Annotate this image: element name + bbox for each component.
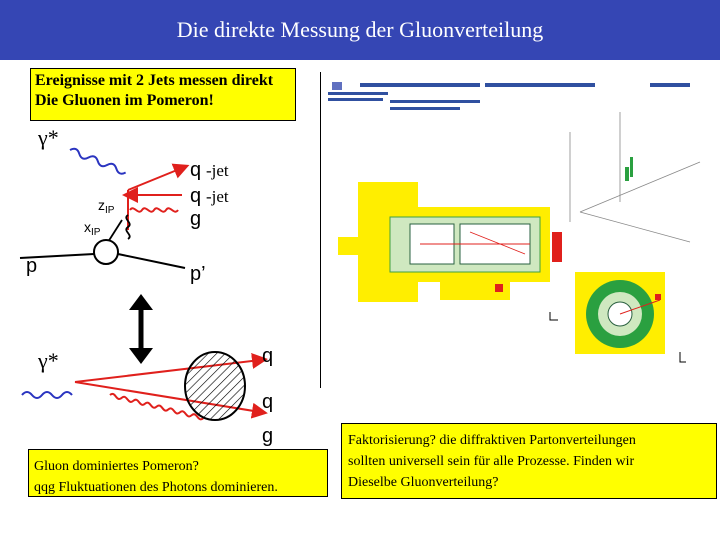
factorization-line3: Dieselbe Gluonverteilung?	[348, 475, 499, 490]
q2-label: q	[190, 185, 202, 207]
gluon-textbox	[28, 449, 328, 497]
factorization-textbox	[341, 423, 717, 499]
pomeron-link	[108, 220, 122, 242]
feynman-diagrams	[0, 120, 330, 450]
lower-g-label: g	[262, 425, 274, 447]
z-ip-sub: IP	[105, 205, 115, 216]
proton-vertex	[94, 240, 118, 264]
gluon-coil	[130, 208, 178, 211]
z-ip-letter: z	[98, 197, 105, 213]
gluon-textbox-line1: Gluon dominiertes Pomeron?	[34, 459, 199, 474]
top-textbox	[30, 68, 296, 121]
equivalence-double-arrow	[129, 294, 153, 364]
pomeron-blob	[185, 352, 245, 420]
x-ip-letter: x	[84, 219, 91, 235]
factorization-line1: Faktorisierung? die diffraktiven Partonverteilungen	[348, 433, 636, 448]
page-title: Die direkte Messung der Gluonverteilung	[176, 17, 544, 42]
q1-jet-label: -jet	[206, 161, 229, 180]
q2-jet-label: -jet	[206, 187, 229, 206]
top-textbox-line1: Ereignisse mit 2 Jets messen direkt	[35, 72, 274, 89]
z-ip-label	[98, 197, 115, 216]
p-prime-label: p’	[190, 263, 206, 285]
lower-photon-line	[22, 392, 72, 398]
x-ip-sub: IP	[91, 227, 101, 238]
photon-line	[69, 147, 127, 175]
gamma-star-label: γ*	[38, 125, 59, 150]
factorization-line2: sollten universell sein für alle Prozesse. Finden wir	[348, 454, 635, 469]
lower-q1-label: q	[262, 345, 274, 367]
q1-label: q	[190, 159, 202, 181]
event-display-image	[320, 72, 715, 388]
proton-out-line	[118, 254, 185, 268]
g-label: g	[190, 208, 202, 230]
lower-gamma-star-label: γ*	[38, 348, 59, 373]
top-textbox-line2: Die Gluonen im Pomeron!	[35, 92, 214, 109]
quark-line-1	[128, 168, 182, 190]
title-bar	[0, 0, 720, 60]
x-ip-label	[84, 219, 101, 238]
lower-q2-label: q	[262, 391, 274, 413]
p-label: p	[26, 255, 38, 277]
gluon-textbox-line2: qqg Fluktuationen des Photons dominieren.	[34, 480, 278, 495]
event-end-view	[575, 272, 665, 354]
